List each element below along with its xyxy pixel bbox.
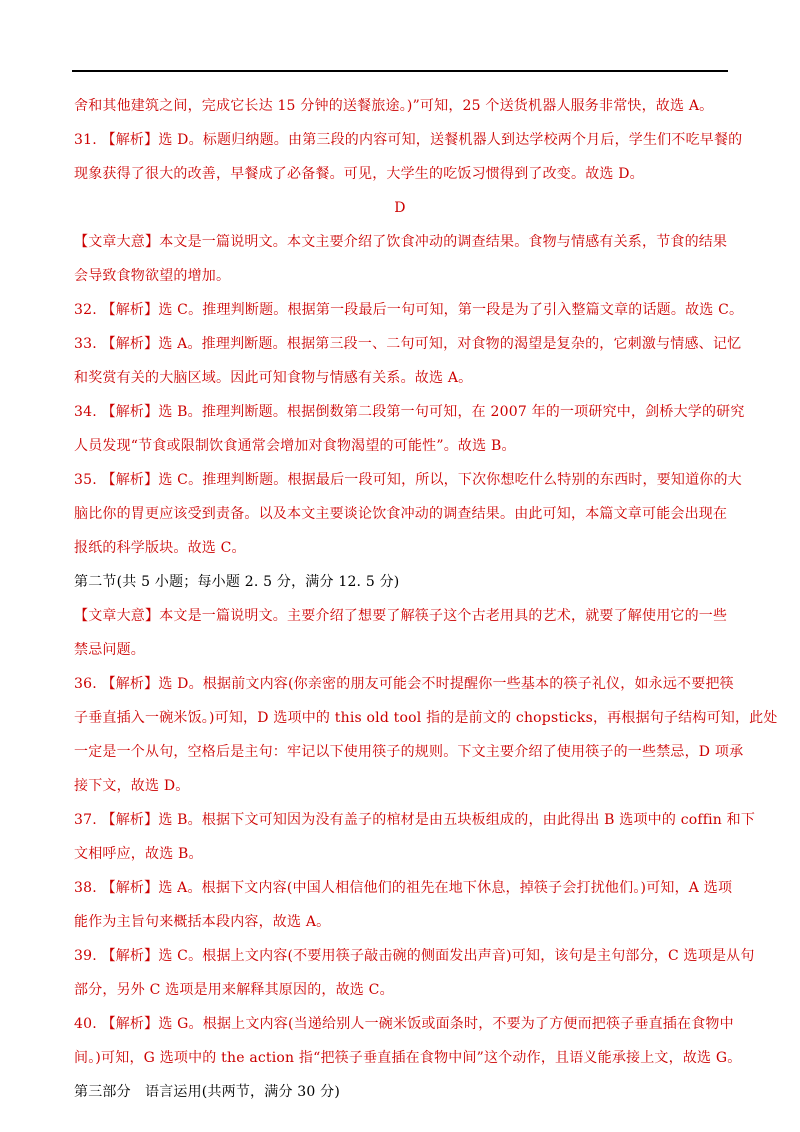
answer-33-line-1: 33. 【解析】选 A。推理判断题。根据第三段一、二句可知，对食物的渴望是复杂的，它刺激与情感、记忆 <box>74 336 742 352</box>
answer-40-line-1: 40. 【解析】选 G。根据上文内容(当递给别人一碗米饭或面条时，不要为了方便而把筷子垂直插在食物中 <box>74 1016 734 1032</box>
answer-38-line-2: 能作为主旨句来概括本段内容，故选 A。 <box>74 914 331 930</box>
header-rule <box>72 70 728 72</box>
section-2-heading: 第二节(共 5 小题；每小题 2. 5 分，满分 12. 5 分) <box>74 574 400 590</box>
section-d-heading: D <box>394 200 406 216</box>
answer-40-line-2: 间。)可知，G 选项中的 the action 指“把筷子垂直插在食物中间”这个动作，且语义能承接上文，故选 G。 <box>74 1050 742 1066</box>
answer-31-line-1: 31. 【解析】选 D。标题归纳题。由第三段的内容可知，送餐机器人到达学校两个月后，学生们不吃早餐的 <box>74 132 743 148</box>
part-3-heading: 第三部分 语言运用(共两节，满分 30 分) <box>74 1084 341 1100</box>
answer-34-line-2: 人员发现“节食或限制饮食通常会增加对食物渴望的可能性”。故选 B。 <box>74 438 516 454</box>
answer-35-line-3: 报纸的科学版块。故选 C。 <box>74 540 246 556</box>
answer-37-line-1: 37. 【解析】选 B。根据下文可知因为没有盖子的棺材是由五块板组成的，由此得出 B 选项中的 coffin 和下 <box>74 812 756 828</box>
answer-36-line-2: 子垂直插入一碗米饭。)可知，D 选项中的 this old tool 指的是前文的 chopsticks，再根据句子结构可知，此处 <box>74 710 778 726</box>
answer-39-line-2: 部分，另外 C 选项是用来解释其原因的，故选 C。 <box>74 982 394 998</box>
answer-33-line-2: 和奖赏有关的大脑区域。因此可知食物与情感有关系。故选 A。 <box>74 370 473 386</box>
passage-d-summary-line-2: 会导致食物欲望的增加。 <box>74 268 231 284</box>
answer-39-line-1: 39. 【解析】选 C。根据上文内容(不要用筷子敲击碗的侧面发出声音)可知，该句是主句部分，C 选项是从句 <box>74 948 755 964</box>
answer-38-line-1: 38. 【解析】选 A。根据下文内容(中国人相信他们的祖先在地下休息，掉筷子会打扰他们。)可知，A 选项 <box>74 880 733 896</box>
answer-key-document <box>74 93 778 1105</box>
answer-35-line-2: 脑比你的胃更应该受到责备。以及本文主要谈论饮食冲动的调查结果。由此可知，本篇文章可能会出现在 <box>74 506 728 522</box>
answer-37-line-2: 文相呼应，故选 B。 <box>74 846 203 862</box>
answer-36-line-1: 36. 【解析】选 D。根据前文内容(你亲密的朋友可能会不时提醒你一些基本的筷子礼仪，如永远不要把筷 <box>74 676 734 692</box>
answer-34-line-1: 34. 【解析】选 B。推理判断题。根据倒数第二段第一句可知，在 2007 年的一项研究中，剑桥大学的研究 <box>74 404 745 420</box>
passage-summary-line-1: 【文章大意】本文是一篇说明文。主要介绍了想要了解筷子这个古老用具的艺术，就要了解使用它的一些 <box>74 608 728 624</box>
answer-35-line-1: 35. 【解析】选 C。推理判断题。根据最后一段可知，所以，下次你想吃什么特别的东西时，要知道你的大 <box>74 472 742 488</box>
answer-36-line-3: 一定是一个从句，空格后是主句：牢记以下使用筷子的规则。下文主要介绍了使用筷子的一些禁忌，D 项承 <box>74 744 744 760</box>
answer-36-line-4: 接下文，故选 D。 <box>74 778 190 794</box>
passage-d-summary-line-1: 【文章大意】本文是一篇说明文。本文主要介绍了饮食冲动的调查结果。食物与情感有关系，节食的结果 <box>74 234 728 250</box>
passage-summary-line-2: 禁忌问题。 <box>74 642 145 658</box>
answer-30-continuation: 舍和其他建筑之间，完成它长达 15 分钟的送餐旅途。)”可知，25 个送货机器人服务非常快，故选 A。 <box>74 98 714 114</box>
answer-32: 32. 【解析】选 C。推理判断题。根据第一段最后一句可知，第一段是为了引入整篇文章的话题。故选 C。 <box>74 302 744 318</box>
answer-31-line-2: 现象获得了很大的改善，早餐成了必备餐。可见，大学生的吃饭习惯得到了改变。故选 D。 <box>74 166 644 182</box>
